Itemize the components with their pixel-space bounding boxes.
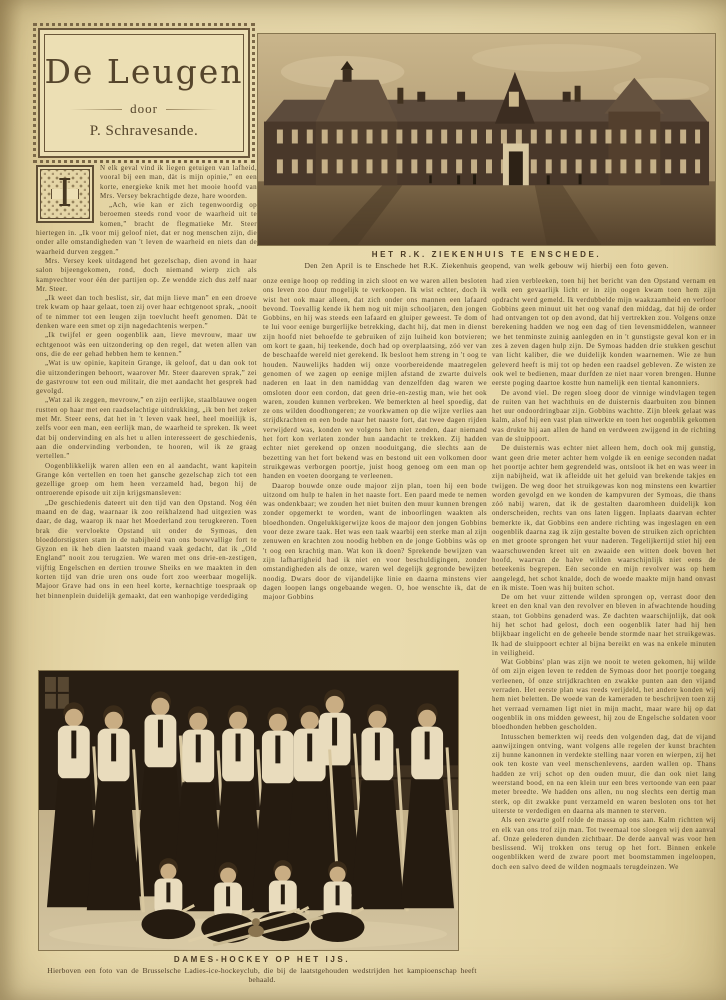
paragraph: De om het vuur zittende wilden sprongen op, verrast door den kreet en den knal van den revolver en bleven in afwachtende houding staan, tot Gobbins genaderd was. Ze dachten waarschijnlijk, dat ook hij het schot had gelost, doch een oogenblik later had hij hen blijkbaar ingelicht en de geheele bende stormde naar het struikgewas. Ik had de sluippoort echter al bijna bereikt en was na enkele minuten in veiligheid. (492, 593, 716, 657)
paragraph: „Wat is uw opinie, kapitein Grange, ik geloof, dat u dan ook tot die uitzonderingen behoort, waarover Mr. Steer daareven sprak,” zei de gastvrouw tot een oud militair, die met aandacht het gesprek had gevolgd. (36, 359, 257, 396)
paragraph: Als een zwarte golf rolde de massa op ons aan. Kalm richtten wij en elk van ons trof zijn man. Tot tweemaal toe sloegen wij den aanval af. Onze gelederen dunden zichtbaar. De derde aanval was voor hen beslissend. Wij trokken ons terug op het fort. Binnen enkele oogenblikken werd de zware poort met boomstammen ingeloopen, doch een salvo deed de wilden nogmaals terugdeinzen. We (492, 816, 716, 871)
paragraph: „Ach, wie kan er zich tegenwoordig op beroemen steeds rond voor de waarheid uit te komen,” bracht de flegmatieke Mr. Steer hiertegen in. „Ik voor mij geloof niet, dat er nog menschen zijn, die onder alle omstandigheden van 't leven de waarheid en niets dan de waarheid durven zeggen.” (36, 201, 257, 256)
paragraph: had zien verbleeken, toen hij het bericht van den Opstand vernam en welk een gevaarlijk licht er in zijn oogen kwam toen hem zijn opdracht werd gemeld. Ik verdubbelde mijn waakzaamheid en verloor Gobbins geen minuut uit het oog vanaf den middag, dat hij de order had ontvangen tot op den avond, dat hij vertrekken zou. Volgens onze berekening hadden we nog een dag of tien levensmiddelen, wanneer we het tenminste zuinig aanlegden en in 't gunstigste geval kon er in zes à zeven dagen hulp zijn. De Symoas hadden drie stukken geschut van licht kaliber, die we duidelijk konden waarnemen. Wie ze hun geleverd heeft is mij tot op heden een raadsel gebleven. Ze wisten ze ook wel te bedienen, maar durfden ze niet naar voren brengen. Hunne eerste poging daartoe kostte hun namelijk een tiental kanonniers. (492, 277, 716, 388)
paragraph: De duisternis was echter niet alleen hem, doch ook mij gunstig, want geen drie meter achter hem volgde ik en eenige seconden nadat het poortje achter hem gegrendeld was, ontsloot ik het en was weer in zijn nabijheid, wat ik afleidde uit het geluid van brekende takjes en twijgen. De weg door het struikgewas kon nog minstens een kwartier worden gevolgd en we konden de kampvuren der Symoas, die thans zóó nabij waren, dat ik de gestalten daaromheen duidelijk kon onderscheiden, rechts van ons laten liggen. Inplaats daarvan echter bemerkte ik, dat Gobbins een andere richting was ingeslagen en een oogenblik daarna zag ik zijn gestalte boven de struiken zich oprichten en met groote sprongen het vuur naderen. Tegelijkertijd stiet hij een waarschuwenden kreet uit en zwaaide een witten doek boven het hoofd, waarvan de halve wilden waarschijnlijk niet eens de beteekenis begrepen. Eén seconde en mijn revolver was op hem aangelegd, het schot knalde, doch de woede maakte mijn hand onvast en ik miste. Toen was hij buiten schot. (492, 444, 716, 592)
paragraph: Wat Gobbins' plan was zijn we nooit te weten gekomen, hij wilde òf om zijn eigen leven te redden de Symoas door het poortje toegang verleenen, òf onze strijdkrachten en zwakke punten aan den vijand verraden. Het eerste plan was reeds verijdeld, het andere konden wij hem niet beletten. De woede van de kameraden te beschrijven toen zij het verraad vernamen ligt niet in mijn macht, maar ware hij op dat oogenblik in ons midden geweest, hij zou de Engelsche soldaten voor bloedhonden hebben gescholden. (492, 658, 716, 732)
byline-rule-left (70, 109, 122, 110)
article-column-left (36, 164, 257, 662)
byline (40, 101, 248, 117)
hospital-photo (257, 33, 716, 246)
ornate-dropcap-initial: I (36, 165, 94, 223)
paragraph: De avond viel. De regen sloeg door de vinnige windvlagen tegen de ruiten van het wachthuis en de duisternis daarbuiten zou binnen het uur ondoordringbaar zijn. Gobbins wachtte. Zijn bleek gelaat was kalm, alsof hij een vast plan uitwerkte en toen het oogenblik gekomen was drukte hij aan allen de hand en verdween zwijgend in de richting van de sluippoort. (492, 388, 716, 444)
paragraph (36, 164, 257, 216)
hockey-caption-text: Hierboven een foto van de Brusselsche Ladies-ice-hockeyclub, die bij de laatstgehouden wedstrijden het kampioenschap heeft behaald. (47, 966, 477, 984)
article-column-middle (263, 277, 487, 662)
hockey-caption (36, 955, 488, 984)
author-name: P. Schravesande. (89, 123, 199, 139)
byline-prefix: door (130, 101, 158, 116)
paragraph-text: N elk geval vind ik liegen getuigen van lafheid, vooral bij een man, dàt is mijn opinie,” en een korte, energieke knik met het mooie hoofd van Mrs. Versey bekrachtigde deze, hare woorden. (100, 164, 257, 200)
paragraph: onze eenige hoop op redding in zich sloot en we waren allen besloten ons leven zoo duur mogelijk te verkoopen. Ik wist echter, doch ik wist het ook maar alleen, dat zich onder ons mannen een lafaard bevond. Toevallig kende ik hem nog uit mijn schooljaren, den jongen Gobbins, en hij was steeds een lafaard en gluiper geweest. Te dom of te lui voor eenige burgerlijke betrekking, dacht hij, dat men in dienst zijn hoofd niet behoefde te gebruiken of zijn luiheid kon botvieren; om kort te gaan, hij teekende, doch had op overplaatsing, zóó ver van de beschaafde wereld niet gerekend. Ik besloot hem streng in 't oog te houden. Nauwelijks hadden wij onze voorbereidende maatregelen genomen of we zagen op eenige mijlen afstand de zwarte duivels naderen en laat in den namiddag van denzelfden dag waren we omsloten door een cordon, dat geen drie-en-zestig man, wie het ook waren, zouden kunnen verbreken. We bemerkten al heel spoedig, dat ze ons wilden doodhongeren; ze voorkwamen op die wijze verlies aan strijdkrachten en een bode naar het naaste fort, dat twee dagen rijden verwijderd was, konden we volgens hen niet zenden, daar niemand het fort kon verlaten zonder hun aandacht te trekken. Zij hadden echter niet gerekend op onzen nooduitgang, die slechts aan de bezetting van het fort bekend was en bestond uit een volkomen door struikgewas verborgen poortje, juist hoog genoeg om een man op handen en voeten doorgang te verleenen. (263, 277, 487, 481)
hospital-caption-text: Den 2en April is te Enschede het R.K. Ziekenhuis geopend, van welk gebouw wij hierbij een foto geven. (304, 261, 669, 270)
hockey-caption-title: DAMES-HOCKEY OP HET IJS. (173, 955, 351, 964)
article-title-box (38, 28, 250, 158)
article-column-right (492, 277, 716, 939)
hockey-team-photo (38, 670, 459, 951)
byline-rule-right (166, 109, 218, 110)
hospital-caption-title: HET R.K. ZIEKENHUIS TE ENSCHEDE. (371, 250, 602, 259)
paragraph: Mrs. Versey keek uitdagend het gezelschap, dien avond in haar salon bijeengekomen, rond, doch niemand wierp zich als kampvechter voor één der partijen op. Ze wendde zich dus zelf naar Mr. Steer. (36, 256, 257, 293)
hockey-team-illustration (39, 671, 458, 950)
paragraph: Daarop bouwde onze oude majoor zijn plan, toen hij een bode uitzond om hulp te halen in het naaste fort. Een paard mede te nemen was ondenkbaar; we zouden het niet buiten den muur kunnen brengen zonder opgemerkt te worden, want de inboorlingen waakten als bloedhonden. Ongelukkigerwijze koos de majoor den jongen Gobbins voor deze zware taak. Het was een taak waarbij een sterke man al zijn zenuwen en krachten zou noodig hebben en de jonge Gobbins wàs op 't oog een krachtig man. Wat kon ik doen? Sprekende bewijzen van zijn lafhartigheid had ik niet en voor beschuldigingen, zonder omstandigheden als de onze, waren wel degelijk gegronde bewijzen noodig. Dwars door de vijandelijke linie en daarna minstens vier dagen loopen langs ongebaande wegen. O, hoe wenschte ik, dat de majoor Gobbins (263, 481, 487, 602)
hospital-caption (257, 250, 716, 270)
paragraph: Oogenblikkelijk waren allen een en al aandacht, want kapitein Grange kón vertellen en toen het gansche gezelschap zich tot een gezellige groep om hem heen verzameld had, begon hij de ontroerende episode uit zijn krijgsmansleven: (36, 461, 257, 498)
hospital-building-illustration (258, 34, 715, 245)
paragraph: „Ik weet dan toch beslist, sir, dat mijn lieve man” en een droeve trek kwam op haar gelaat, toen zij over haar echtgenoot sprak, „nooit of te nimmer tot een leugen zijn toevlucht heeft genomen. Dàt te denken ware een smet op zijn nagedachtenis werpen.” (36, 294, 257, 331)
paragraph: „Ik twijfel er geen oogenblik aan, lieve mevrouw, maar uw echtgenoot wàs een uitzondering op den regel, dat weten allen van ons, die de eer gehad hebben hem te kennen.” (36, 331, 257, 358)
page-title: De Leugen (44, 52, 244, 91)
paragraph: Intusschen bemerkten wij reeds den volgenden dag, dat de vijand aanwijzingen ontving, want volgens alle regelen der kunst brachten zij hunne kanonnen in verdekte stelling naar voren en wierpen, zij het ook ten koste van veel menschenlevens, aarden wallen op. Thans hadden ze vrij schot op den ouden muur, die dan ook niet lang weerstand bood, en na een klein uur een bres vertoonde van een paar meter breedte. We hadden ons allen, nu nog slechts een dertig man sterk, op dit zwakke punt verzameld en waren besloten ons tot het uiterste te verdedigen en daarna als mannen te sterven. (492, 732, 716, 815)
paragraph: „De geschiedenis dateert uit den tijd van den Opstand. Nog één maand en de dag, waarnaar ik zoo reikhalzend had uitgezien was daar, de dag, waarop ik naar het Moederland zou terugkeeren. Toen brak die vervloekte Opstand uit onder de Symoas, den bloeddorstigsten stam in de nabijheid van ons bouwvallige fort te Gyzon en ik heb dien laatsten maand vaak gedacht, dat ik „Old England” nooit zou terugzien. We waren met ons drie-en-zestigen, vijftig Engelschen en dertien trouwe Sheiks en we maakten in den korten tijd van drie uren ons oude fort zoo weerbaar mogelijk. Majoor Grave had ons in een heel korte, kernachtige toespraak op het binnenplein duidelijk gemaakt, dat een wanhopige verdediging (36, 498, 257, 600)
paragraph: „Wat zal ik zeggen, mevrouw,” en zijn eerlijke, staalblauwe oogen rustten op haar met een raadselachtige uitdrukking, „ik ben het zeker met Mr. Steer eens, dat het in 't leven vaak heel, heel moeilijk is, zelfs voor een man, een eerlijk man, de waarheid te spreken. Ik weet dat bij ondervinding en als het u allen interesseert de geschiedenis, aan die ondervinding verbonden, te hooren, wil ik ze graag vertellen.” (36, 396, 257, 461)
